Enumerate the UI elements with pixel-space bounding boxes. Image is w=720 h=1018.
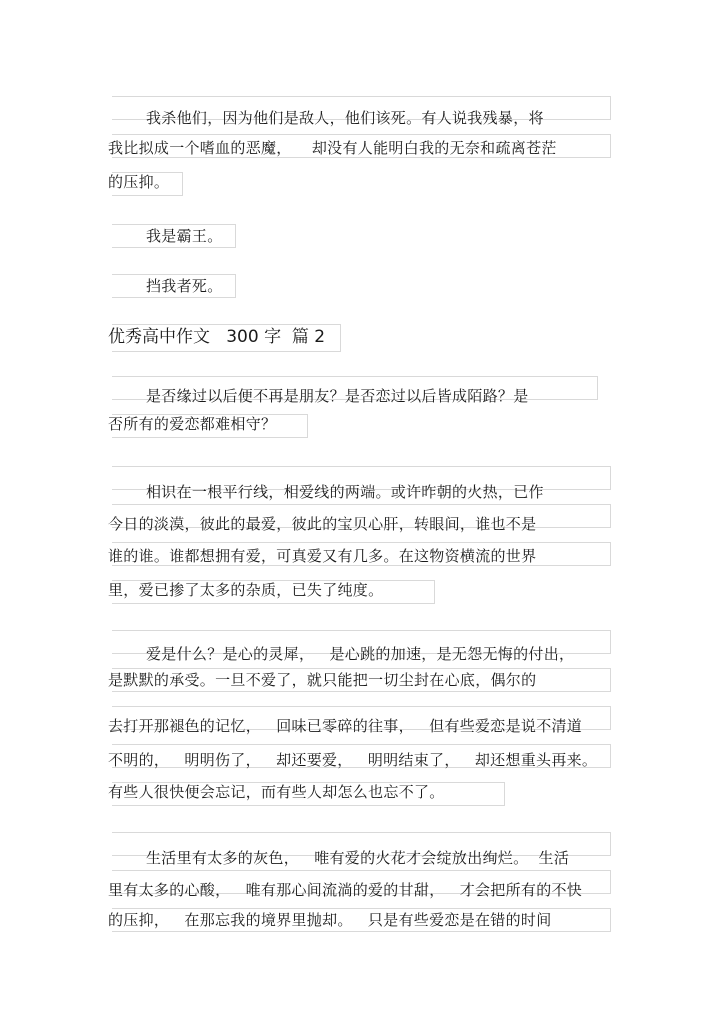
paragraph-1-line-2: 我比拟成一个嗜血的恶魔， 却没有人能明白我的无奈和疏离苍茫 [108, 139, 557, 157]
paragraph-1-line-3: 的压抑。 [108, 173, 170, 191]
paragraph-7-line-1: 生活里有太多的灰色， 唯有爱的火花才会绽放出绚烂。 生活 [146, 849, 570, 867]
paragraph-2-line-1: 我是霸王。 [146, 227, 223, 245]
paragraph-5-line-3: 谁的谁。谁都想拥有爱，可真爱又有几多。在这物资横流的世界 [108, 547, 537, 565]
paragraph-7-line-2: 里有太多的心酸， 唯有那心间流淌的爱的甘甜， 才会把所有的不快 [108, 881, 583, 899]
paragraph-1-line-1: 我杀他们，因为他们是敌人，他们该死。有人说我残暴，将 [146, 109, 544, 127]
paragraph-5-line-1: 相识在一根平行线，相爱线的两端。或许昨朝的火热，已作 [146, 483, 544, 501]
paragraph-7-line-3: 的压抑， 在那忘我的境界里抛却。 只是有些爱恋是在错的时间 [108, 911, 552, 929]
paragraph-6-line-3: 去打开那褪色的记忆， 回味已零碎的往事， 但有些爱恋是说不清道 [108, 717, 583, 735]
paragraph-4-line-1: 是否缘过以后便不再是朋友？是否恋过以后皆成陌路？是 [146, 387, 529, 405]
paragraph-3-line-1: 挡我者死。 [146, 277, 223, 295]
paragraph-6-line-1: 爱是什么？是心的灵犀， 是心跳的加速，是无怨无悔的付出， [146, 645, 575, 663]
paragraph-6-line-5: 有些人很快便会忘记，而有些人却怎么也忘不了。 [108, 783, 445, 801]
paragraph-5-line-2: 今日的淡漠，彼此的最爱，彼此的宝贝心肝，转眼间，谁也不是 [108, 515, 537, 533]
paragraph-6-line-2: 是默默的承受。一旦不爱了，就只能把一切尘封在心底，偶尔的 [108, 671, 537, 689]
paragraph-5-line-4: 里，爱已掺了太多的杂质，已失了纯度。 [108, 581, 384, 599]
paragraph-6-line-4: 不明的， 明明伤了， 却还要爱， 明明结束了， 却还想重头再来。 [108, 751, 598, 769]
paragraph-4-line-2: 否所有的爱恋都难相守？ [108, 415, 277, 433]
section-heading: 优秀高中作文 300 字 篇 2 [108, 327, 326, 347]
